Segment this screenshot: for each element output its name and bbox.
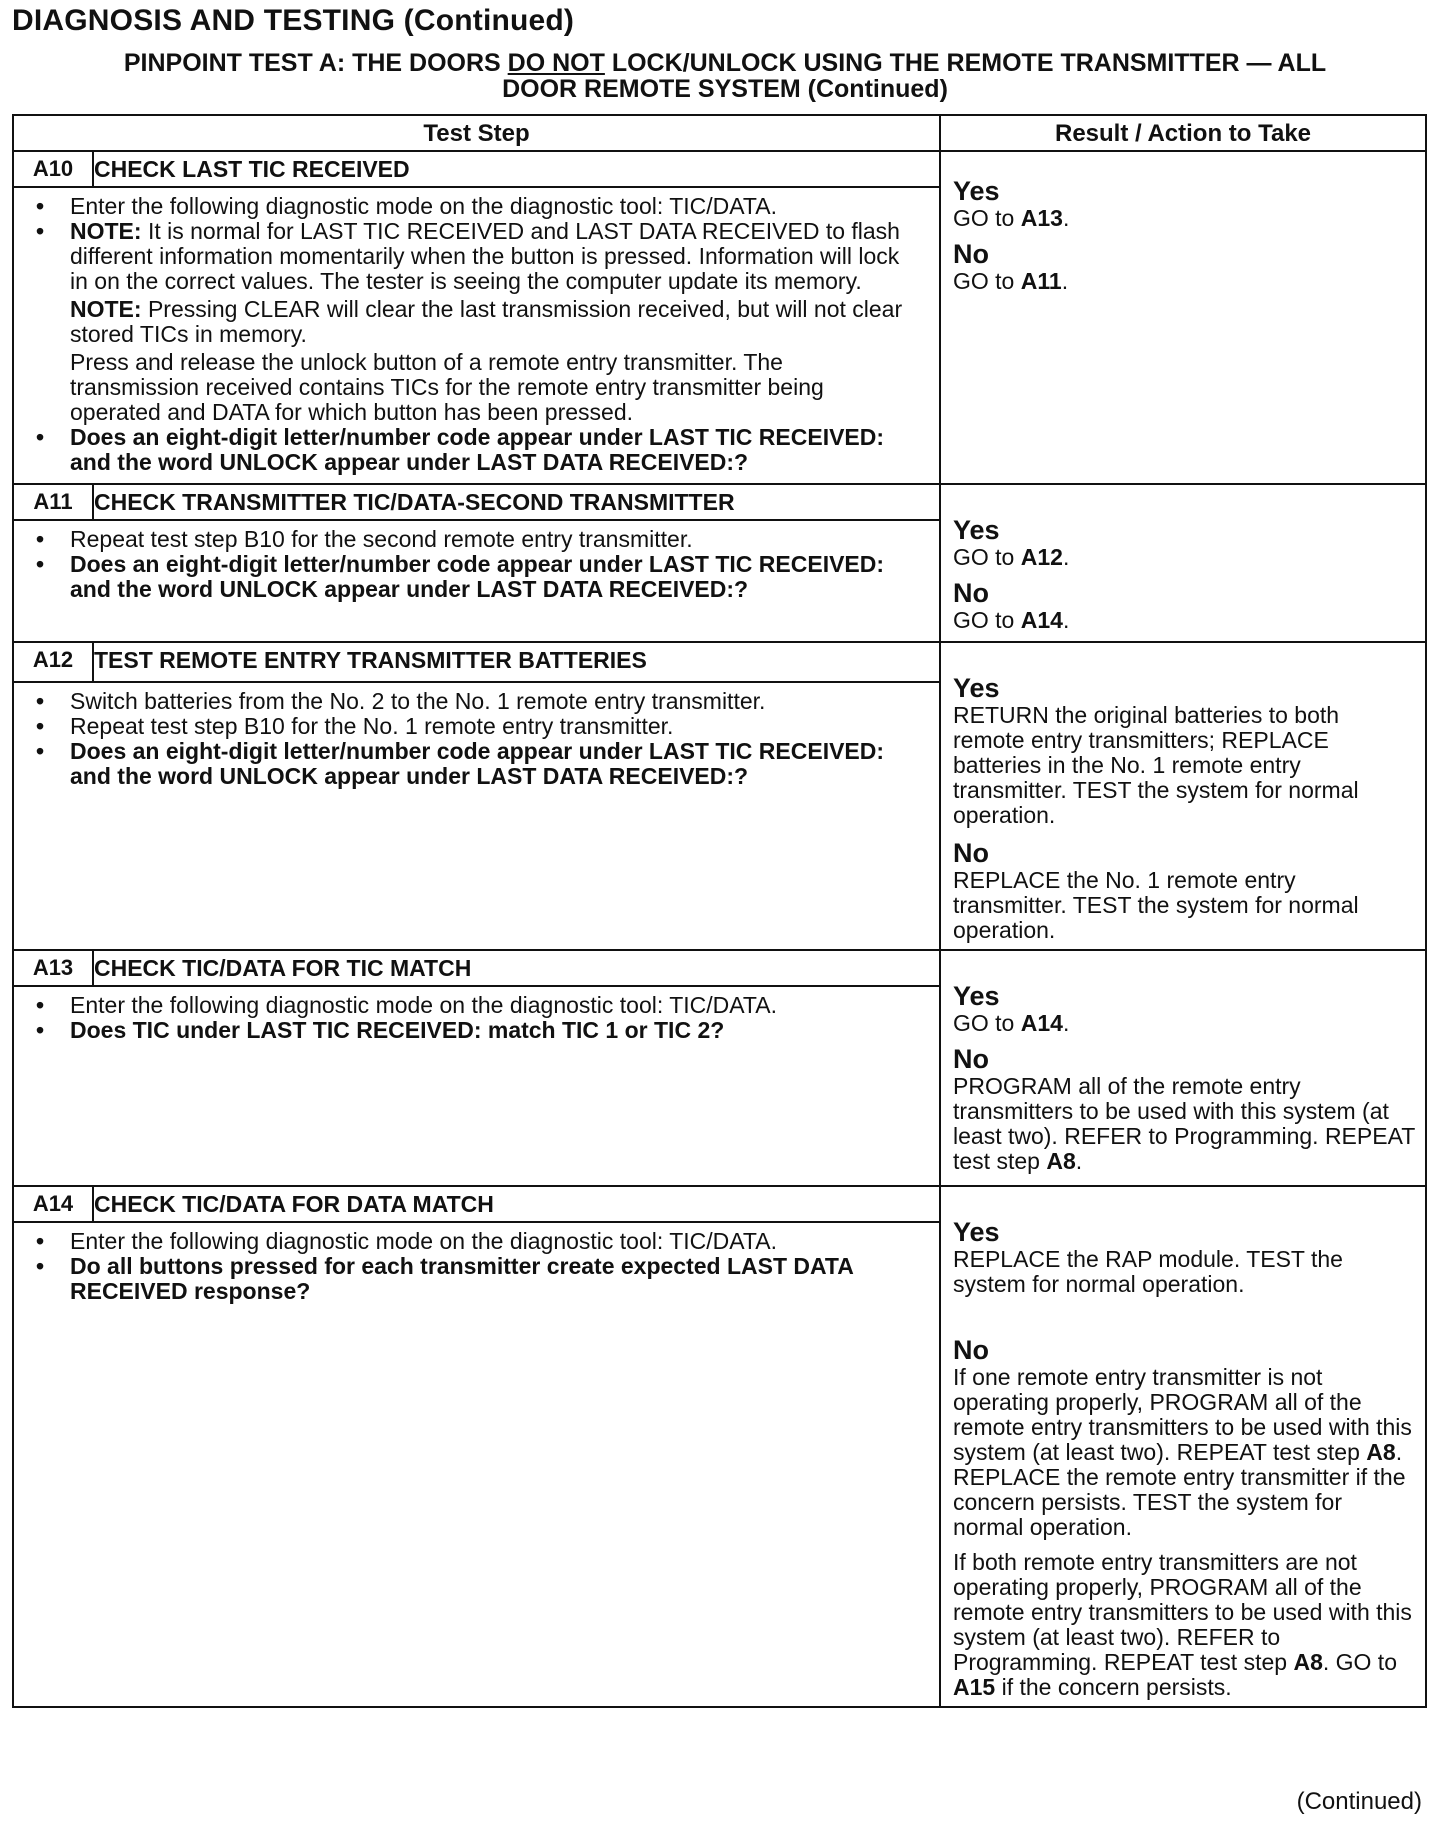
step-row-a14 bbox=[13, 1186, 1426, 1222]
pinpoint-test-table bbox=[12, 114, 1427, 1708]
yes-label: Yes bbox=[953, 981, 1000, 1011]
step-row-a10 bbox=[13, 151, 1426, 187]
step-bullet: • Repeat test step B10 for the second remote entry transmitter. bbox=[30, 527, 915, 552]
no-end: . bbox=[1062, 607, 1070, 633]
no-label: No bbox=[953, 578, 989, 608]
step-title: CHECK TRANSMITTER TIC/DATA-SECOND TRANSMITTER bbox=[93, 484, 940, 520]
subtitle-prefix: PINPOINT TEST A: THE DOORS bbox=[123, 49, 508, 77]
go-to-label: GO to bbox=[953, 544, 1021, 570]
step-row-a11 bbox=[13, 484, 1426, 520]
pinpoint-test-subtitle bbox=[20, 50, 1430, 102]
yes-label: Yes bbox=[953, 515, 1000, 545]
go-to-label: GO to bbox=[953, 268, 1021, 294]
page-title: DIAGNOSIS AND TESTING (Continued) bbox=[12, 4, 575, 37]
step-row-a13 bbox=[13, 950, 1426, 986]
go-to-label: GO to bbox=[953, 607, 1021, 633]
no-label: No bbox=[953, 1335, 989, 1365]
step-title: CHECK TIC/DATA FOR TIC MATCH bbox=[93, 950, 940, 986]
step-bullet: • Enter the following diagnostic mode on the diagnostic tool: TIC/DATA. bbox=[30, 993, 915, 1018]
step-id: A14 bbox=[13, 1186, 93, 1222]
step-question: • Does an eight-digit letter/number code appear under LAST TIC RECEIVED: and the word UNLOCK appear under LAST DATA RECEIVED:? bbox=[30, 552, 915, 602]
no-label: No bbox=[953, 239, 989, 269]
step-bullet: • Repeat test step B10 for the No. 1 remote entry transmitter. bbox=[30, 714, 915, 739]
no-end: . bbox=[1061, 268, 1069, 294]
col-header-test-step: Test Step bbox=[13, 115, 940, 151]
step-title: CHECK LAST TIC RECEIVED bbox=[93, 151, 940, 187]
step-question: • Do all buttons pressed for each transmitter create expected LAST DATA RECEIVED response? bbox=[30, 1254, 915, 1304]
yes-target: A13 bbox=[1020, 205, 1063, 231]
yes-label: Yes bbox=[953, 176, 1000, 206]
subtitle-line2: DOOR REMOTE SYSTEM (Continued) bbox=[502, 75, 948, 103]
result-a13 bbox=[940, 950, 1426, 1186]
go-to-label: GO to bbox=[953, 1010, 1021, 1036]
step-question: • Does TIC under LAST TIC RECEIVED: match TIC 1 or TIC 2? bbox=[30, 1018, 915, 1043]
yes-target: A12 bbox=[1020, 544, 1063, 570]
no-text: PROGRAM all of the remote entry transmitters to be used with this system (at least two). REFER to Programming. REPEAT test step A8. bbox=[953, 1073, 1415, 1174]
step-id: A13 bbox=[13, 950, 93, 986]
step-row-a12 bbox=[13, 642, 1426, 682]
yes-label: Yes bbox=[953, 1217, 1000, 1247]
step-bullet: • Switch batteries from the No. 2 to the No. 1 remote entry transmitter. bbox=[30, 689, 915, 714]
yes-target: A14 bbox=[1020, 1010, 1063, 1036]
step-bullet: • Enter the following diagnostic mode on the diagnostic tool: TIC/DATA. bbox=[30, 194, 915, 219]
yes-text: REPLACE the RAP module. TEST the system for normal operation. bbox=[953, 1246, 1343, 1297]
yes-end: . bbox=[1062, 1010, 1070, 1036]
yes-end: . bbox=[1062, 544, 1070, 570]
col-header-result: Result / Action to Take bbox=[940, 115, 1426, 151]
go-to-label: GO to bbox=[953, 205, 1021, 231]
continued-footer: (Continued) bbox=[1296, 1788, 1422, 1815]
step-question: • Does an eight-digit letter/number code appear under LAST TIC RECEIVED: and the word UNLOCK appear under LAST DATA RECEIVED:? bbox=[30, 739, 915, 789]
step-id: A11 bbox=[13, 484, 93, 520]
step-title: TEST REMOTE ENTRY TRANSMITTER BATTERIES bbox=[93, 642, 940, 682]
no-text-both: If both remote entry transmitters are not operating properly, PROGRAM all of the remote entry transmitters to be used with this system (at least two). REFER to Programming. REPEAT test step A8. GO to A15 if the concern persists. bbox=[953, 1549, 1412, 1700]
result-a11 bbox=[940, 484, 1426, 642]
no-label: No bbox=[953, 838, 989, 868]
result-a12 bbox=[940, 642, 1426, 950]
step-note: • NOTE: It is normal for LAST TIC RECEIVED and LAST DATA RECEIVED to flash different information momentarily when the button is pressed. Information will lock in on the correct values. The tester is seeing the computer update its memory. bbox=[30, 219, 915, 294]
yes-text: RETURN the original batteries to both remote entry transmitters; REPLACE batteries in the No. 1 remote entry transmitter. TEST the system for normal operation. bbox=[953, 702, 1359, 828]
subtitle-line1-rest: LOCK/UNLOCK USING THE REMOTE TRANSMITTER — ALL bbox=[604, 49, 1327, 77]
no-target: A11 bbox=[1020, 268, 1062, 294]
step-id: A10 bbox=[13, 151, 93, 187]
step-id: A12 bbox=[13, 642, 93, 682]
no-text-one: If one remote entry transmitter is not operating properly, PROGRAM all of the remote entry transmitters to be used with this system (at least two). REPEAT test step A8. REPLACE the remote entry transmitter if the concern persists. TEST the system for normal operation. bbox=[953, 1364, 1412, 1540]
no-text: REPLACE the No. 1 remote entry transmitter. TEST the system for normal operation. bbox=[953, 867, 1359, 943]
yes-end: . bbox=[1062, 205, 1070, 231]
no-label: No bbox=[953, 1044, 989, 1074]
step-note: NOTE: Pressing CLEAR will clear the last transmission received, but will not clear stored TICs in memory. bbox=[70, 296, 903, 347]
step-bullet: • Enter the following diagnostic mode on the diagnostic tool: TIC/DATA. bbox=[30, 1229, 915, 1254]
result-a10 bbox=[940, 151, 1426, 484]
no-target: A14 bbox=[1020, 607, 1063, 633]
yes-label: Yes bbox=[953, 673, 1000, 703]
result-a14 bbox=[940, 1186, 1426, 1707]
step-paragraph: Press and release the unlock button of a remote entry transmitter. The transmission received contains TICs for the remote entry transmitter being operated and DATA for which button has been pressed. bbox=[70, 349, 824, 425]
step-question: • Does an eight-digit letter/number code appear under LAST TIC RECEIVED: and the word UNLOCK appear under LAST DATA RECEIVED:? bbox=[30, 425, 915, 475]
subtitle-underlined: DO NOT bbox=[507, 49, 605, 77]
step-title: CHECK TIC/DATA FOR DATA MATCH bbox=[93, 1186, 940, 1222]
table-header-row bbox=[13, 115, 1426, 151]
